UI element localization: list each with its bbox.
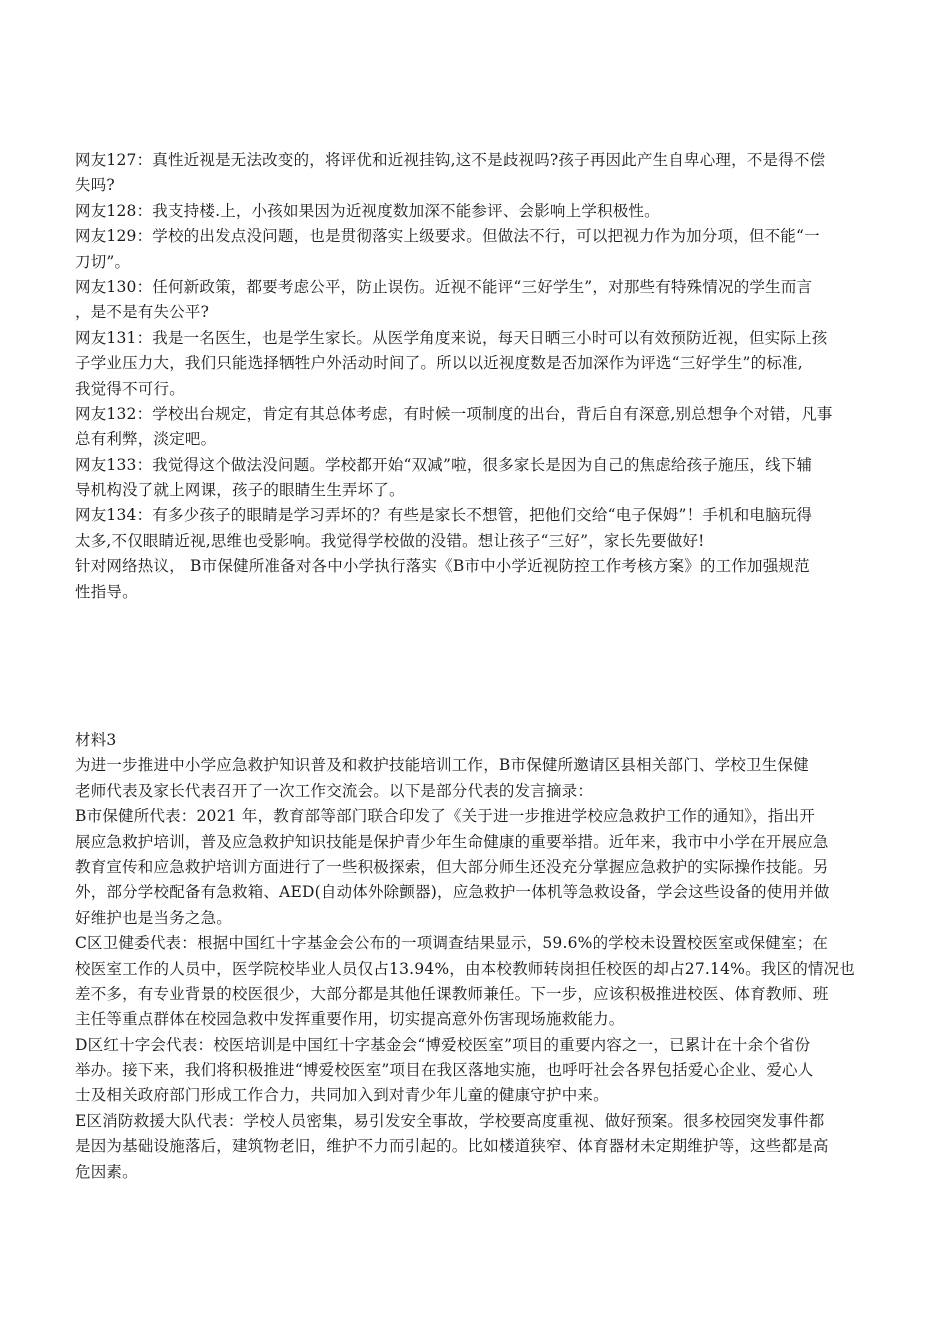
text-line: 我觉得不可行。 bbox=[75, 379, 185, 398]
text-line: 网友130：任何新政策，都要考虑公平，防止误伤。近视不能评“三好学生”，对那些有特殊情况的学生而言 bbox=[75, 277, 813, 296]
text-line: 网友129：学校的出发点没问题，也是贯彻落实上级要求。但做法不行，可以把视力作为加分项，但不能“一 bbox=[75, 227, 820, 246]
text-line: 导机构没了就上网课，孩子的眼睛生生弄坏了。 bbox=[75, 481, 405, 500]
text-line: 差不多，有专业背景的校医很少，大部分都是其他任课教师兼任。下一步，应该积极推进校医、体育教师、班 bbox=[75, 984, 829, 1003]
text-line: ，是不是有失公平? bbox=[75, 303, 210, 322]
text-line: 举办。接下来，我们将积极推进“博爱校医室”项目在我区落地实施，也呼吁社会各界包括爱心企业、爱心人 bbox=[75, 1061, 814, 1080]
text-line: 是因为基础设施落后，建筑物老旧，维护不力而引起的。比如楼道狭窄、体育器材未定期维护等，这些都是高 bbox=[75, 1137, 829, 1156]
material-3-body bbox=[75, 753, 885, 1185]
text-line: 主任等重点群体在校园急救中发挥重要作用，切实提高意外伤害现场施救能力。 bbox=[75, 1010, 625, 1029]
text-line: D区红十字会代表：校医培训是中国红十字基金会“博爱校医室”项目的重要内容之一，已累计在十余个省份 bbox=[75, 1035, 811, 1054]
text-line: E区消防救援大队代表：学校人员密集，易引发安全事故，学校要高度重视、做好预案。很多校园突发事件都 bbox=[75, 1111, 825, 1130]
text-line: 网友127：真性近视是无法改变的，将评优和近视挂钩,这不是歧视吗?孩子再因此产生自卑心理，不是得不偿 bbox=[75, 151, 826, 169]
text-line: 总有利弊，淡定吧。 bbox=[75, 430, 217, 449]
text-line: 失吗? bbox=[75, 176, 115, 195]
text-line: 针对网络热议， B市保健所准备对各中小学执行落实《B市中小学近视防控工作考核方案》的工作加强规范 bbox=[75, 557, 810, 576]
text-line: B市保健所代表：2021 年，教育部等部门联合印发了《关于进一步推进学校应急救护工作的通知》，指出开 bbox=[75, 807, 816, 826]
text-line: 老师代表及家长代表召开了一次工作交流会。以下是部分代表的发言摘录： bbox=[75, 781, 594, 800]
text-line: 刀切”。 bbox=[75, 252, 131, 271]
text-line: 网友131：我是一名医生，也是学生家长。从医学角度来说，每天日晒三小时可以有效预防近视，但实际上孩 bbox=[75, 328, 828, 347]
text-line: 外，部分学校配备有急救箱、AED(自动体外除颤器)，应急救护一体机等急救设备，学会这些设备的使用并做 bbox=[75, 883, 830, 902]
text-line: 为进一步推进中小学应急救护知识普及和救护技能培训工作，B市保健所邀请区县相关部门、学校卫生保健 bbox=[75, 756, 809, 775]
text-line: 校医室工作的人员中，医学院校毕业人员仅占13.94%，由本校教师转岗担任校医的却占27.14%。我区的情况也 bbox=[75, 959, 856, 978]
material-3-section bbox=[75, 728, 885, 1185]
text-line: C区卫健委代表：根据中国红十字基金会公布的一项调查结果显示，59.6%的学校未设置校医室或保健室；在 bbox=[75, 934, 829, 953]
netizen-comments-section bbox=[75, 148, 885, 605]
text-line: 网友134：有多少孩子的眼睛是学习弄坏的？有些是家长不想管，把他们交给“电子保姆”！手机和电脑玩得 bbox=[75, 506, 813, 525]
text-line: 教育宣传和应急救护培训方面进行了一些积极探索，但大部分师生还没充分掌握应急救护的实际操作技能。另 bbox=[75, 857, 829, 876]
text-line: 性指导。 bbox=[75, 582, 138, 601]
text-line: 网友132：学校出台规定，肯定有其总体考虑，有时候一项制度的出台，背后自有深意,别总想争个对错，凡事 bbox=[75, 404, 833, 423]
text-line: 太多,不仅眼睛近视,思维也受影响。我觉得学校做的没错。想让孩子“三好”，家长先要做好! bbox=[75, 531, 705, 550]
text-line: 士及相关政府部门形成工作合力，共同加入到对青少年儿童的健康守护中来。 bbox=[75, 1086, 609, 1105]
section-heading: 材料3 bbox=[75, 731, 117, 749]
text-line: 子学业压力大，我们只能选择牺牲户外活动时间了。所以以近视度数是否加深作为评选“三好学生”的标准, bbox=[75, 354, 803, 373]
text-line: 网友128：我支持楼.上，小孩如果因为近视度数加深不能参评、会影响上学积极性。 bbox=[75, 201, 660, 220]
text-line: 危因素。 bbox=[75, 1162, 138, 1181]
text-line: 网友133：我觉得这个做法没问题。学校都开始“双减”啦，很多家长是因为自己的焦虑给孩子施压，线下辅 bbox=[75, 455, 813, 474]
text-line: 展应急救护培训，普及应急救护知识技能是保护青少年生命健康的重要举措。近年来，我市中小学在开展应急 bbox=[75, 832, 829, 851]
text-line: 好维护也是当务之急。 bbox=[75, 908, 233, 927]
